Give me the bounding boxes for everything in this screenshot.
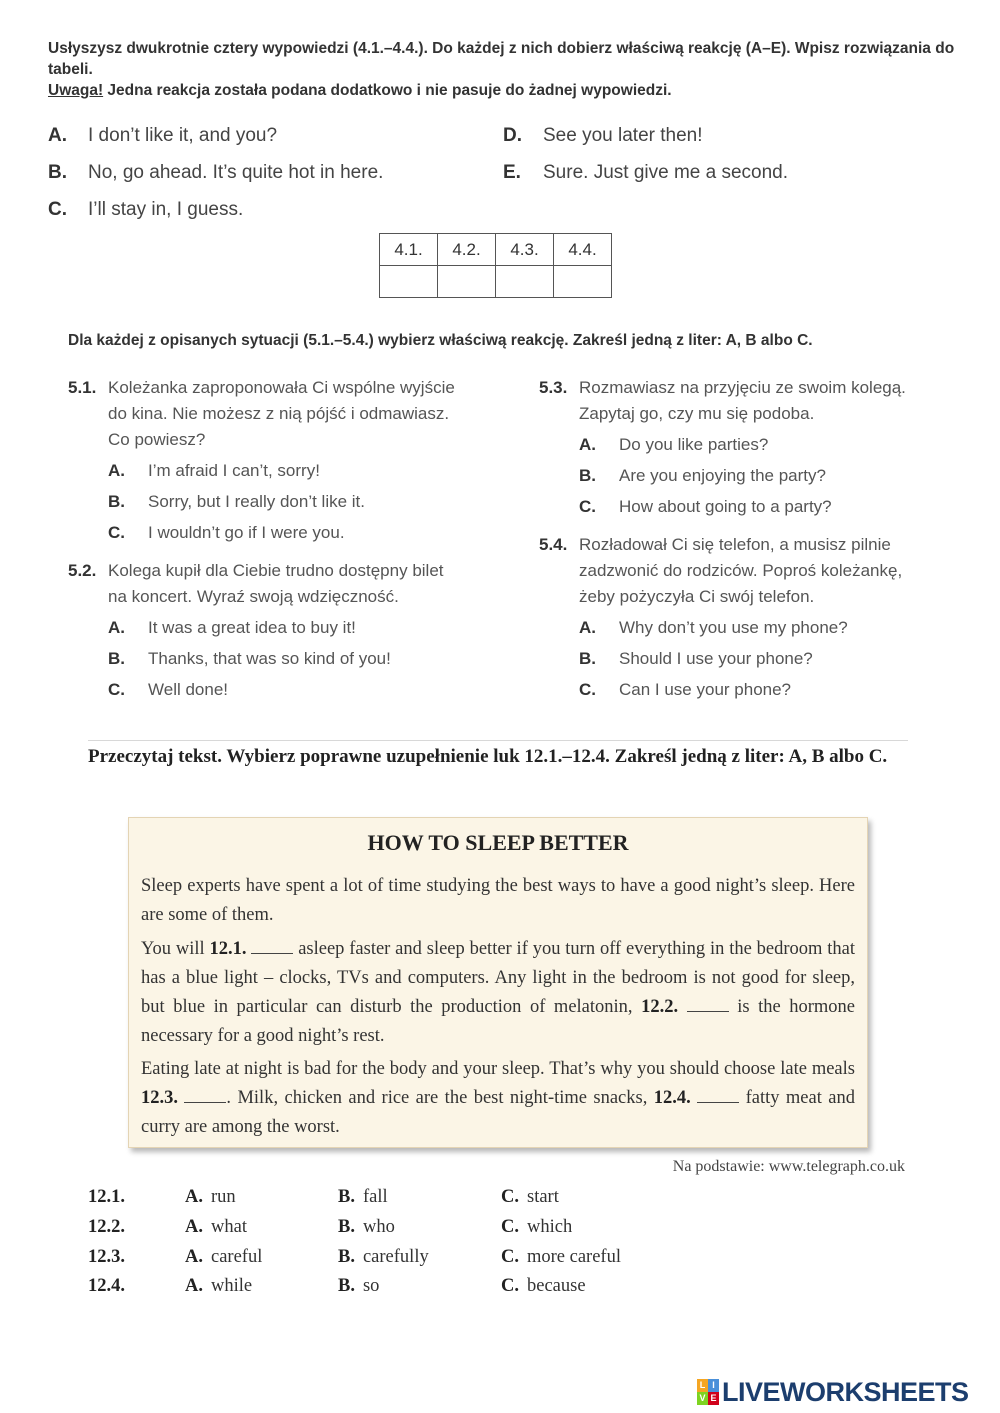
option-5-2-c[interactable]: C. Well done! — [108, 680, 229, 699]
logo-text: LIVEWORKSHEETS — [722, 1376, 969, 1407]
option-5-3-c[interactable]: C. How about going to a party? — [579, 497, 832, 516]
answer-cell-4-1[interactable] — [380, 266, 438, 298]
logo-icon: L I V E — [697, 1379, 719, 1405]
option-4-d: D. See you later then! — [503, 125, 703, 146]
option-5-1-c[interactable]: C. I wouldn’t go if I were you. — [108, 523, 345, 542]
option-12-3-b[interactable]: B. carefully — [338, 1247, 429, 1267]
question-5-1: 5.1. Koleżanka zaproponowała Ci wspólne wyjście do kina. Nie możesz z nią pójść i odmawiasz. Co powiesz? — [68, 378, 455, 449]
gap-12-3[interactable] — [184, 1088, 226, 1103]
option-5-2-a[interactable]: A. It was a great idea to buy it! — [108, 618, 356, 637]
paragraph-3: Eating late at night is bad for the body and your sleep. That’s why you should choose late meals 12.3. . Milk, chicken and rice are the best night-time snacks, 12.4. fatty meat and curry are among the worst. — [141, 1059, 855, 1137]
option-12-1-c[interactable]: C. start — [501, 1187, 559, 1207]
section12-instruction: Przeczytaj tekst. Wybierz poprawne uzupełnienie luk 12.1.–12.4. Zakreśl jedną z liter: A, B albo C. — [88, 746, 888, 767]
table-header: 4.2. — [438, 234, 496, 266]
option-4-c: C. I’ll stay in, I guess. — [48, 199, 244, 220]
option-5-4-b[interactable]: B. Should I use your phone? — [579, 649, 813, 668]
answer-table — [379, 233, 612, 298]
section-divider — [88, 740, 908, 741]
reading-text-box — [128, 817, 868, 1148]
question-5-4: 5.4. Rozładował Ci się telefon, a musisz pilnie zadzwonić do rodziców. Poproś koleżankę, żeby pożyczyła Ci swój telefon. — [539, 535, 903, 606]
option-5-1-b[interactable]: B. Sorry, but I really don’t like it. — [108, 492, 365, 511]
option-5-4-a[interactable]: A. Why don’t you use my phone? — [579, 618, 848, 637]
option-12-2-a[interactable]: A. what — [185, 1217, 247, 1237]
option-12-1-b[interactable]: B. fall — [338, 1187, 388, 1207]
option-5-3-b[interactable]: B. Are you enjoying the party? — [579, 466, 826, 485]
question-5-2: 5.2. Kolega kupił dla Ciebie trudno dostępny bilet na koncert. Wyraź swoją wdzięczność. — [68, 561, 444, 606]
paragraph-2: You will 12.1. asleep faster and sleep better if you turn off everything in the bedroom that has a blue light – clocks, TVs and computers. Any light in the bedroom is not good for sleep, but blue in particular can disturb the production of melatonin, 12.2. is the hormone necessary for a good night’s rest. — [141, 939, 856, 1046]
option-12-3-a[interactable]: A. careful — [185, 1247, 263, 1267]
option-4-b: B. No, go ahead. It’s quite hot in here. — [48, 162, 384, 183]
gap-12-1[interactable] — [251, 939, 293, 954]
table-header: 4.4. — [554, 234, 612, 266]
question-5-3: 5.3. Rozmawiasz na przyjęciu ze swoim kolegą. Zapytaj go, czy mu się podoba. — [539, 378, 906, 423]
liveworksheets-logo — [697, 1375, 969, 1409]
gap-12-4[interactable] — [697, 1088, 739, 1103]
option-12-4-a[interactable]: A. while — [185, 1276, 253, 1296]
option-5-4-c[interactable]: C. Can I use your phone? — [579, 680, 792, 699]
gap-12-2[interactable] — [687, 997, 729, 1012]
option-5-1-a[interactable]: A. I’m afraid I can’t, sorry! — [108, 461, 320, 480]
option-5-2-b[interactable]: B. Thanks, that was so kind of you! — [108, 649, 391, 668]
table-header: 4.3. — [496, 234, 554, 266]
option-4-e: E. Sure. Just give me a second. — [503, 162, 789, 183]
paragraph-1: Sleep experts have spent a lot of time studying the best ways to have a good night’s sleep. Here are some of them. — [141, 876, 855, 925]
table-header: 4.1. — [380, 234, 438, 266]
option-12-4-c[interactable]: C. because — [501, 1276, 586, 1296]
section4-instruction: Usłyszysz dwukrotnie cztery wypowiedzi (4.1.–4.4.). Do każdej z nich dobierz właściwą reakcję (A–E). Wpisz rozwiązania do tabeli. Uwaga! Jedna reakcja została podana dodatkowo i nie pasuje do żadnej wypowiedzi. — [48, 40, 955, 99]
answer-cell-4-4[interactable] — [554, 266, 612, 298]
option-12-2-b[interactable]: B. who — [338, 1217, 395, 1237]
answer-cell-4-2[interactable] — [438, 266, 496, 298]
note-label: Uwaga! — [48, 82, 104, 99]
option-12-3-c[interactable]: C. more careful — [501, 1247, 621, 1267]
source-note: Na podstawie: www.telegraph.co.uk — [672, 1158, 905, 1175]
option-12-2-c[interactable]: C. which — [501, 1217, 573, 1237]
option-4-a: A. I don’t like it, and you? — [48, 125, 278, 146]
option-12-4-b[interactable]: B. so — [338, 1276, 380, 1296]
option-12-1-a[interactable]: A. run — [185, 1187, 236, 1207]
answer-cell-4-3[interactable] — [496, 266, 554, 298]
option-5-3-a[interactable]: A. Do you like parties? — [579, 435, 769, 454]
reading-title: HOW TO SLEEP BETTER — [367, 830, 629, 855]
section5-instruction: Dla każdej z opisanych sytuacji (5.1.–5.4.) wybierz właściwą reakcję. Zakreśl jedną z liter: A, B albo C. — [68, 332, 813, 349]
